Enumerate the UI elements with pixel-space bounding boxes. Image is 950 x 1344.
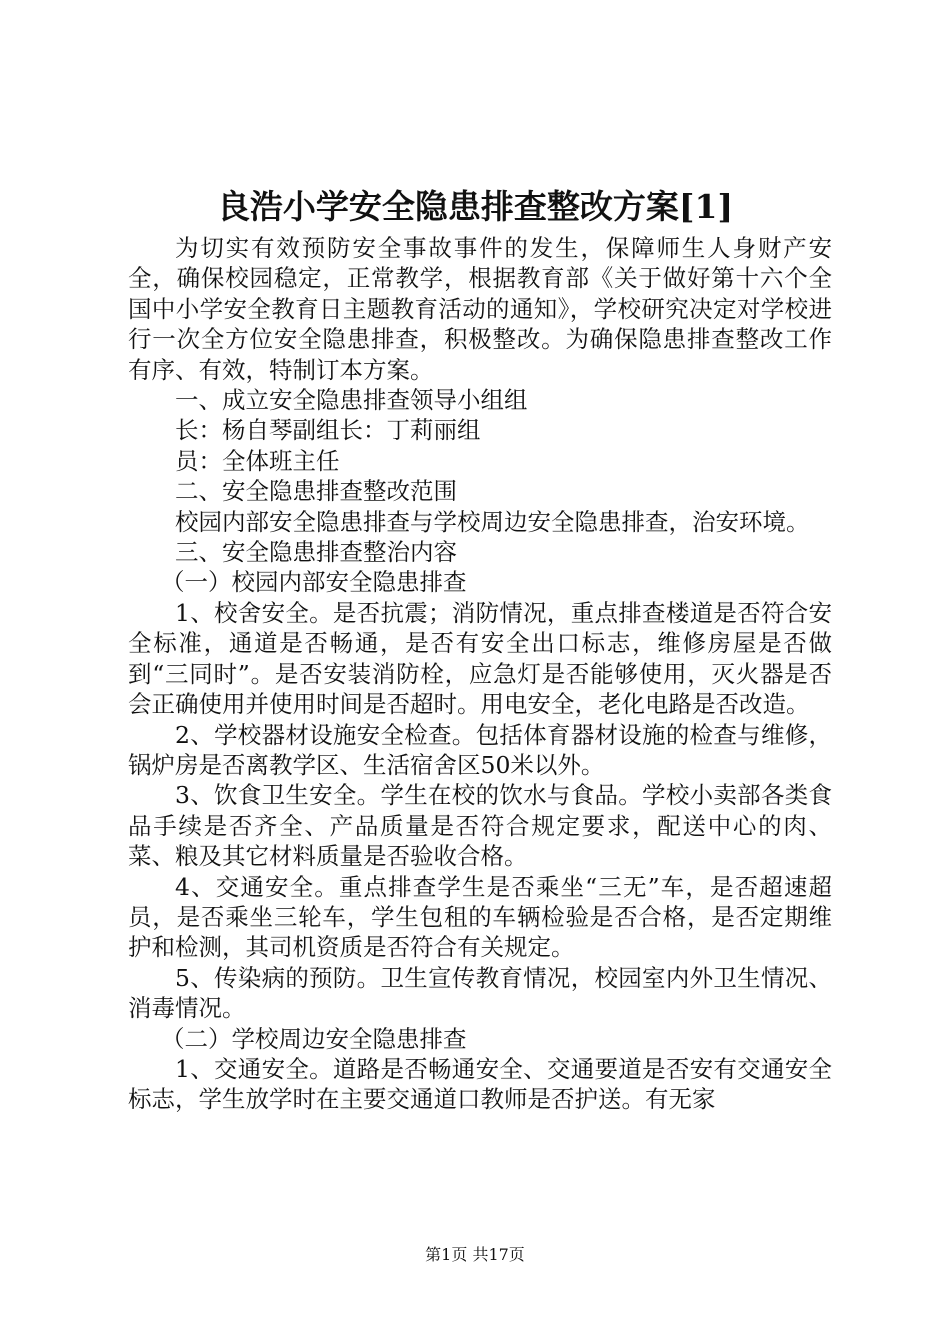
section-heading-3: 三、安全隐患排查整治内容 [175,538,457,567]
page-footer: 第1页 共17页 [425,1245,525,1264]
paragraph-members: 员：全体班主任 [175,446,340,475]
paragraph-intro: 为切实有效预防安全事故事件的发生，保障师生人身财产安全，确保校园稳定，正常教学，根据教育部《关于做好第十六个全国中小学安全教育日主题教育活动的通知》，学校研究决定对学校进行一次全方位安全隐患排查，积极整改。为确保隐患排查整改工作有序、有效，特制订本方案。 [128,234,832,384]
subsection-heading-1: （一）校园内部安全隐患排查 [161,568,467,597]
paragraph-item-3: 3、饮食卫生安全。学生在校的饮水与食品。学校小卖部各类食品手续是否齐全、产品质量是否符合规定要求，配送中心的肉、菜、粮及其它材料质量是否验收合格。 [128,781,832,871]
subsection-heading-2: （二）学校周边安全隐患排查 [161,1024,467,1053]
paragraph-item-2: 2、学校器材设施安全检查。包括体育器材设施的检查与维修，锅炉房是否离教学区、生活宿舍区50米以外。 [128,720,832,779]
paragraph-leader: 长：杨自琴副组长：丁莉丽组 [175,416,481,445]
paragraph-item-4: 4、交通安全。重点排查学生是否乘坐“三无”车，是否超速超员，是否乘坐三轮车，学生包租的车辆检验是否合格，是否定期维护和检测，其司机资质是否符合有关规定。 [128,872,832,962]
document-body [128,233,832,1115]
paragraph-item-5: 5、传染病的预防。卫生宣传教育情况，校园室内外卫生情况、消毒情况。 [128,963,832,1023]
section-heading-1: 一、成立安全隐患排查领导小组组 [175,386,528,415]
paragraph-scope: 校园内部安全隐患排查与学校周边安全隐患排查，治安环境。 [175,507,810,536]
section-heading-2: 二、安全隐患排查整改范围 [175,477,457,506]
paragraph-item-1: 1、校舍安全。是否抗震；消防情况，重点排查楼道是否符合安全标准，通道是否畅通，是否有安全出口标志，维修房屋是否做到“三同时”。是否安装消防栓，应急灯是否能够使用，灭火器是否会正确使用并使用时间是否超时。用电安全，老化电路是否改造。 [128,598,832,719]
paragraph-item-6: 1、交通安全。道路是否畅通安全、交通要道是否安有交通安全标志，学生放学时在主要交通道口教师是否护送。有无家 [128,1054,832,1114]
document-title: 良浩小学安全隐患排查整改方案[1] [216,187,734,226]
